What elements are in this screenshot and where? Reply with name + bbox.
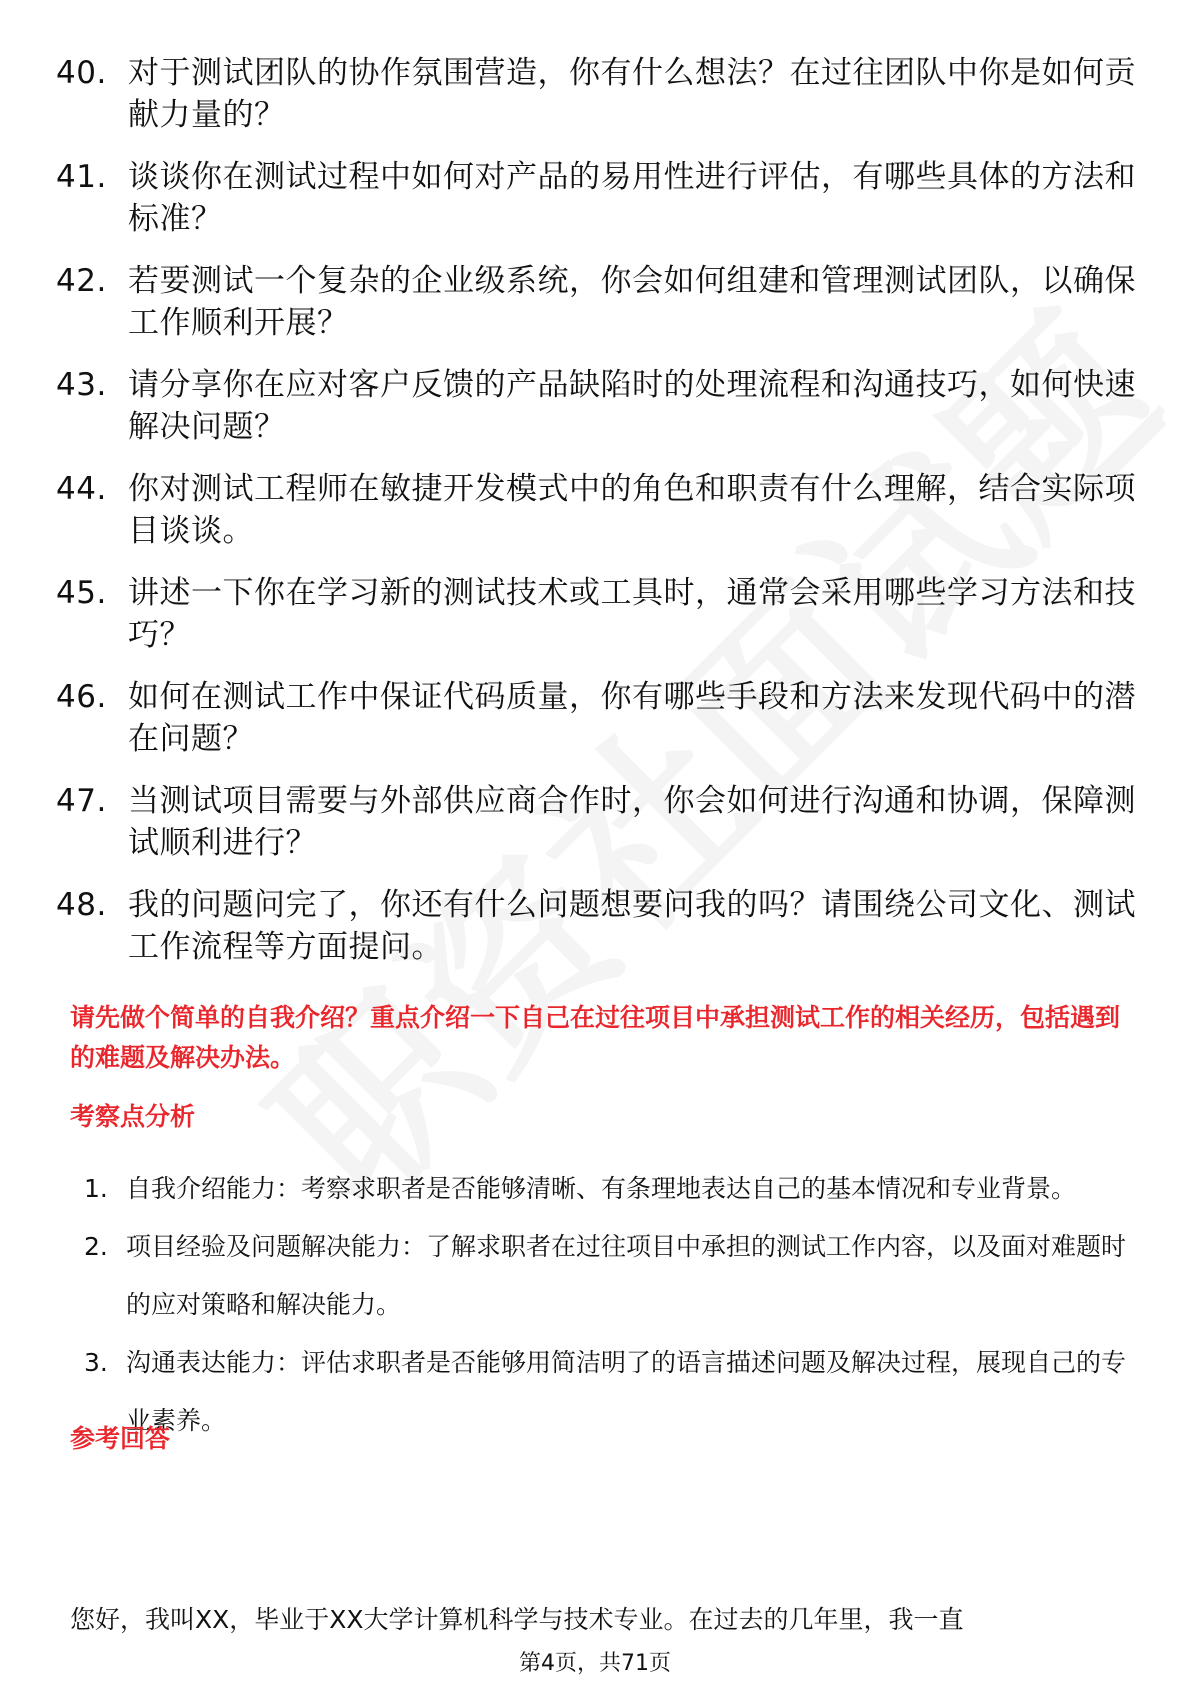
- question-number: 44.: [56, 471, 107, 507]
- question-item: [56, 780, 1136, 864]
- question-text: 如何在测试工作中保证代码质量，你有哪些手段和方法来发现代码中的潜在问题？: [128, 679, 1136, 757]
- question-number: 42.: [56, 263, 107, 299]
- question-number: 43.: [56, 367, 107, 403]
- question-item: [56, 468, 1136, 552]
- question-number: 48.: [56, 887, 107, 923]
- question-item: [56, 52, 1136, 136]
- question-number: 47.: [56, 783, 107, 819]
- question-number: 40.: [56, 55, 107, 91]
- analysis-text: 自我介绍能力：考察求职者是否能够清晰、有条理地表达自己的基本情况和专业背景。: [126, 1174, 1077, 1203]
- question-text: 请分享你在应对客户反馈的产品缺陷时的处理流程和沟通技巧，如何快速解决问题？: [128, 367, 1136, 445]
- question-item: [56, 676, 1136, 760]
- question-text: 讲述一下你在学习新的测试技术或工具时，通常会采用哪些学习方法和技巧？: [128, 575, 1136, 653]
- question-text: 对于测试团队的协作氛围营造，你有什么想法？在过往团队中你是如何贡献力量的？: [128, 55, 1136, 133]
- question-text: 若要测试一个复杂的企业级系统，你会如何组建和管理测试团队，以确保工作顺利开展？: [128, 263, 1136, 341]
- analysis-number: 1.: [84, 1174, 108, 1203]
- question-item: [56, 260, 1136, 344]
- page-footer: 第4页，共71页: [519, 1651, 671, 1676]
- analysis-number: 3.: [84, 1348, 108, 1377]
- question-item: [56, 364, 1136, 448]
- question-number: 46.: [56, 679, 107, 715]
- question-number: 41.: [56, 159, 107, 195]
- analysis-text: 沟通表达能力：评估求职者是否能够用简洁明了的语言描述问题及解决过程，展现自己的专业素养。: [126, 1348, 1127, 1435]
- analysis-item: [84, 1218, 1134, 1334]
- analysis-text: 项目经验及问题解决能力：了解求职者在过往项目中承担的测试工作内容，以及面对难题时的应对策略和解决能力。: [126, 1232, 1127, 1319]
- question-text: 我的问题问完了，你还有什么问题想要问我的吗？请围绕公司文化、测试工作流程等方面提问。: [128, 887, 1136, 965]
- question-item: [56, 572, 1136, 656]
- question-number: 45.: [56, 575, 107, 611]
- answer-title: 参考回答: [70, 1424, 171, 1453]
- analysis-item: [84, 1334, 1134, 1450]
- question-item: [56, 156, 1136, 240]
- featured-question: 请先做个简单的自我介绍？重点介绍一下自己在过往项目中承担测试工作的相关经历，包括遇到的难题及解决办法。: [70, 1003, 1121, 1072]
- analysis-number: 2.: [84, 1232, 108, 1261]
- question-text: 谈谈你在测试过程中如何对产品的易用性进行评估，有哪些具体的方法和标准？: [128, 159, 1136, 237]
- analysis-list: [84, 1160, 1134, 1450]
- answer-text: 您好，我叫XX，毕业于XX大学计算机科学与技术专业。在过去的几年里，我一直: [70, 1605, 964, 1634]
- question-text: 你对测试工程师在敏捷开发模式中的角色和职责有什么理解，结合实际项目谈谈。: [128, 471, 1136, 549]
- question-item: [56, 884, 1136, 968]
- analysis-title: 考察点分析: [70, 1102, 196, 1131]
- analysis-item: [84, 1160, 1134, 1218]
- question-list: [56, 52, 1136, 988]
- question-text: 当测试项目需要与外部供应商合作时，你会如何进行沟通和协调，保障测试顺利进行？: [128, 783, 1136, 861]
